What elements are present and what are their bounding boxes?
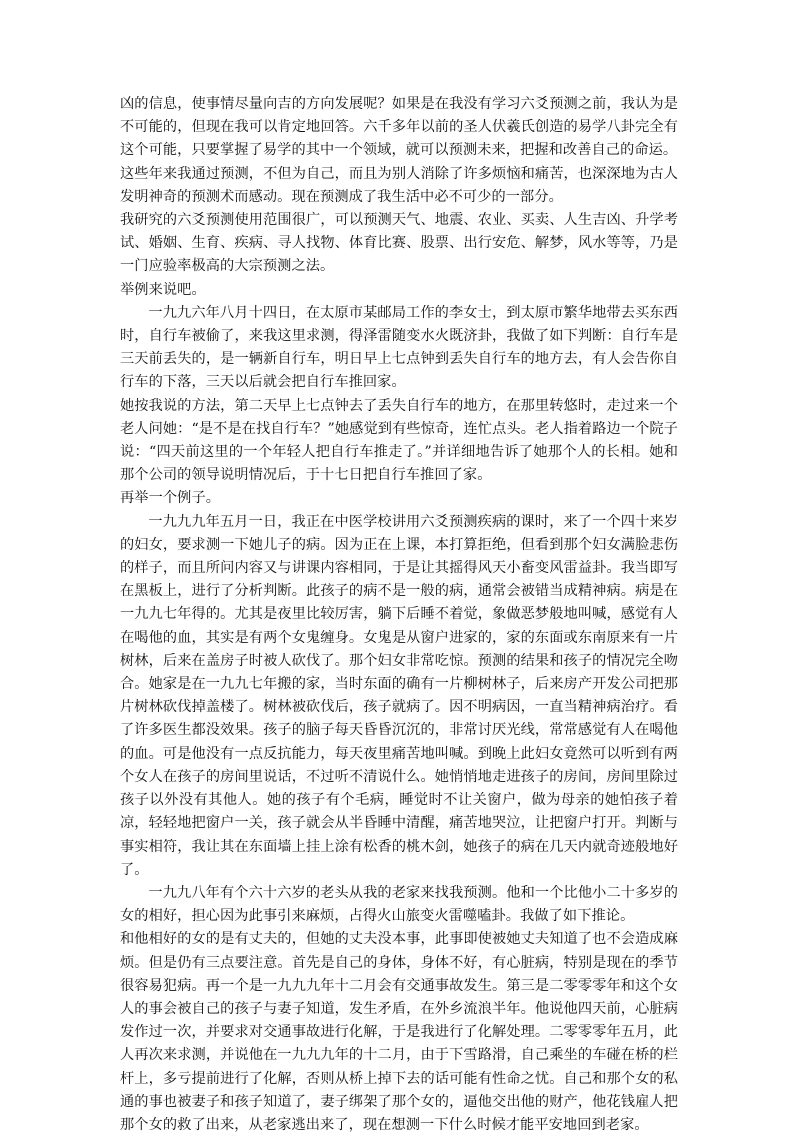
paragraph-illness-case: 一九九九年五月一日，我正在中医学校讲用六爻预测疾病的课时，来了一个四十来岁的妇女，要求测一下她儿子的病。因为正在上课，本打算拒绝，但看到那个妇女满脸悲伤的样子，而且所问内容又与讲课内容相同，于是让其摇得风天小畜变风雷益卦。我当即写在黑板上，进行了分析判断。此孩子的病不是一般的病，通常会被错当成精神病。病是在一九九七年得的。尤其是夜里比较厉害，躺下后睡不着觉，象做恶梦般地叫喊，感觉有人在喝他的血，其实是有两个女鬼缠身。女鬼是从窗户进家的，家的东面或东南原来有一片树林，后来在盖房子时被人砍伐了。那个妇女非常吃惊。预测的结果和孩子的情况完全吻合。她家是在一九九七年搬的家，当时东面的确有一片柳树林子，后来房产开发公司把那片树林砍伐掉盖楼了。树林被砍伐后，孩子就病了。因不明病因，一直当精神病治疗。看了许多医生都没效果。孩子的脑子每天昏昏沉沉的，非常讨厌光线，常常感觉有人在喝他的血。可是他没有一点反抗能力，每天夜里痛苦地叫喊。到晚上此妇女竟然可以听到有两个女人在孩子的房间里说话，不过听不清说什么。她悄悄地走进孩子的房间，房间里除过孩子以外没有其他人。她的孩子有个毛病，睡觉时不让关窗户，做为母亲的她怕孩子着凉，轻轻地把窗户一关，孩子就会从半昏睡中清醒，痛苦地哭泣，让把窗户打开。判断与事实相符，我让其在东面墙上挂上涂有松香的桃木剑，她孩子的病在几天内就奇迹般地好了。 bbox=[120, 513, 678, 878]
paragraph-another-example: 再举一个例子。 bbox=[120, 490, 221, 507]
paragraph-intro-continued: 凶的信息，使事情尽量向吉的方向发展呢？如果是在我没有学习六爻预测之前，我认为是不可能的，但现在我可以肯定地回答。六千多年以前的圣人伏羲氏创造的易学八卦完全有这个可能，只要掌握了易学的其中一个领域，就可以预测未来，把握和改善自己的命运。 bbox=[120, 96, 678, 159]
paragraph-personal-experience: 这些年来我通过预测，不但为自己，而且为别人消除了许多烦恼和痛苦，也深深地为古人发明神奇的预测术而感动。现在预测成了我生活中必不可少的一部分。 bbox=[120, 165, 678, 205]
paragraph-scope: 我研究的六爻预测使用范围很广，可以预测天气、地震、农业、买卖、人生吉凶、升学考试、婚姻、生育、疾病、寻人找物、体育比赛、股票、出行安危、解梦，风水等等，乃是一门应验率极高的大宗预测之法。 bbox=[120, 212, 678, 275]
paragraph-bicycle-outcome: 她按我说的方法，第二天早上七点钟去了丢失自行车的地方，在那里转悠时，走过来一个老人问她：“是不是在找自行车？”她感觉到有些惊奇，连忙点头。老人指着路边一个院子说：“四天前这里的一个年轻人把自行车推走了。”并详细地告诉了她那个人的长相。她和那个公司的领导说明情况后，于十七日把自行车推回了家。 bbox=[120, 397, 678, 484]
paragraph-example-lead: 举例来说吧。 bbox=[120, 281, 206, 298]
paragraph-bicycle-case: 一九九六年八月十四日，在太原市某邮局工作的李女士，到太原市繁华地带去买东西时，自行车被偷了，来我这里求测，得泽雷随变水火既济卦，我做了如下判断：自行车是三天前丢失的，是一辆新自行车，明日早上七点钟到丢失自行车的地方去，有人会告你自行车的下落，三天以后就会把自行车推回家。 bbox=[120, 304, 678, 391]
paragraph-old-man-case: 一九九八年有个六十六岁的老头从我的老家来找我预测。他和一个比他小二十多岁的女的相好，担心因为此事引来麻烦，占得火山旅变火雷噬嗑卦。我做了如下推论。 bbox=[120, 884, 678, 925]
paragraph-old-man-outcome: 和他相好的女的是有丈夫的，但她的丈夫没本事，此事即使被她丈夫知道了也不会造成麻烦。但是仍有三点要注意。首先是自己的身体，身体不好，有心脏病，特别是现在的季节很容易犯病。再一个是一九九九年十二月会有交通事故发生。第三是二零零零年和这个女人的事会被自己的孩子与妻子知道，发生矛盾，在外乡流浪半年。他说他四天前，心脏病发作过一次，并要求对交通事故进行化解，于是我进行了化解处理。二零零零年五月，此人再次来求测，并说他在一九九九年的十二月，由于下雪路滑，自己乘坐的车碰在桥的栏杆上，多亏提前进行了化解，否则从桥上掉下去的话可能有性命之忧。自己和那个女的私通的事也被妻子和孩子知道了，妻子绑架了那个女的，逼他交出他的财产，他花钱雇人把那个女的救了出来，从老家逃出来了，现在想测一下什么时候才能平安地回到老家。 bbox=[120, 931, 678, 1133]
body-text bbox=[120, 93, 678, 1137]
